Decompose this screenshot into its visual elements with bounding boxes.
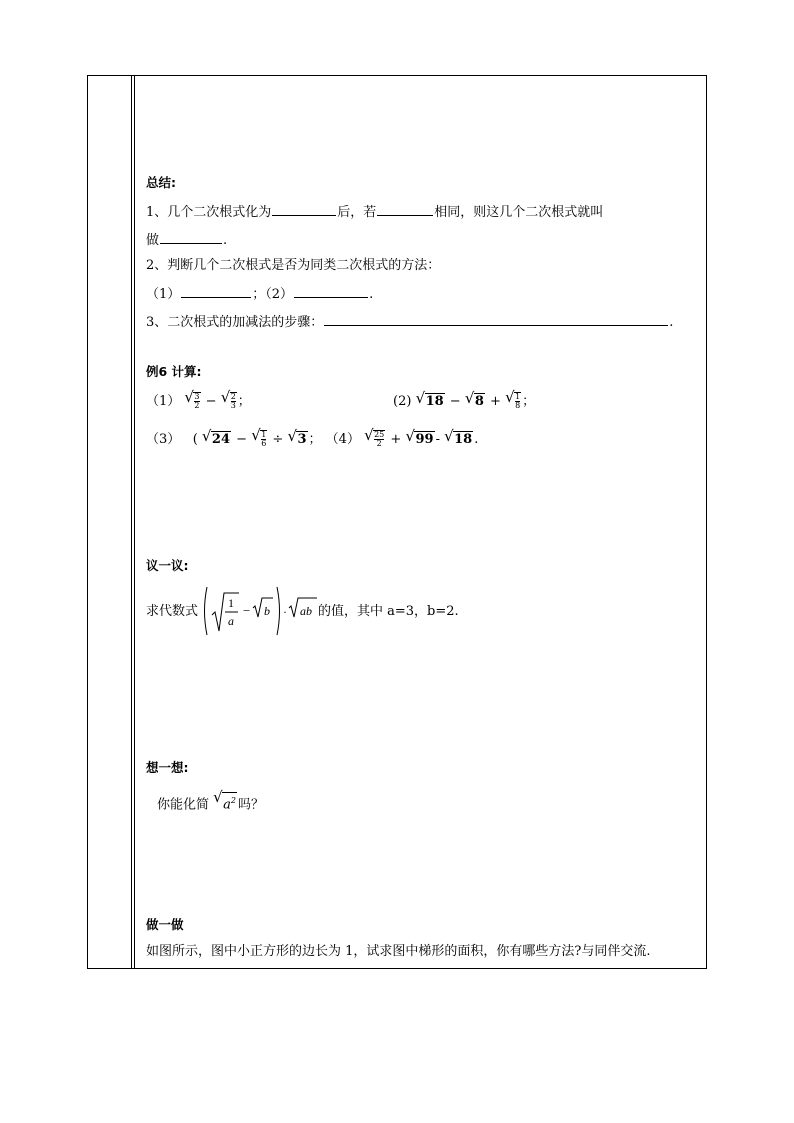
minus-sign: − (243, 603, 251, 618)
doit-heading: 做一做 (146, 917, 184, 932)
discuss-heading: 议一议: (146, 558, 189, 573)
sqrt-expression: √ 18 (416, 393, 445, 410)
sqrt-expression: √ $\frac{25}{2}$ (364, 430, 385, 448)
sqrt-expression: √ 8 (465, 393, 485, 410)
summary-heading: 总结: (146, 175, 176, 190)
fraction-numerator: 1 (228, 596, 234, 610)
fill-blank (294, 285, 368, 298)
discuss-prefix: 求代数式 (146, 604, 199, 619)
doit-text: 如图所示，图中小正方形的边长为 1，试求图中梯形的面积，你有哪些方法?与同伴交流. (146, 944, 651, 959)
sqrt-expression: √ $\frac{2}{3}$ (221, 392, 237, 410)
summary-item-1-cont: 做 . (146, 233, 228, 248)
problem-1: （1） √ $\frac{3}{2}$ − √ $\frac{2}{3}$ ； (146, 392, 251, 410)
fill-blank (272, 203, 336, 216)
sqrt-expression: √ $\frac{3}{2}$ (184, 392, 200, 410)
sqrt-expression: √ 3 (287, 431, 307, 448)
sqrt-expression: √ $\frac{1}{6}$ (251, 430, 267, 448)
variable-b: b (264, 604, 270, 618)
problem-3: （3） ( √ 24 − √ $\frac{1}{6}$ ÷ √ 3 ； （4） √ $\frac{25}{2}$ + √ 99 - √ 18 . (146, 430, 478, 448)
left-column (88, 76, 135, 968)
summary-item-1: 1、几个二次根式化为 后，若 相同，则这几个二次根式就叫 (146, 205, 604, 220)
fraction-denominator: a (228, 614, 234, 628)
sqrt-expression: √ $a^2$ (213, 792, 237, 813)
fill-blank (324, 313, 668, 326)
discuss-suffix: 的值，其中 a=3，b=2. (318, 604, 459, 619)
summary-item-3: 3、二次根式的加减法的步骤： . (146, 315, 674, 330)
example-heading: 例6 计算: (146, 364, 202, 379)
sqrt-expression: √ 99 (405, 431, 434, 448)
fill-blank (377, 203, 433, 216)
fill-blank (181, 285, 251, 298)
summary-item-2: 2、判断几个二次根式是否为同类二次根式的方法： (146, 258, 441, 273)
summary-item-2-parts: （1） ；（2） . (146, 287, 374, 302)
think-question: 你能化简 √ $a^2$ 吗？ (157, 792, 264, 813)
dot-operator: · (283, 605, 287, 619)
sqrt-expression: √ $\frac{1}{8}$ (505, 392, 521, 410)
fill-blank (160, 231, 222, 244)
sqrt-expression: √ 18 (444, 431, 473, 448)
think-heading: 想一想: (146, 760, 189, 775)
problem-2: (2) √ 18 − √ 8 + √ $\frac{1}{8}$ ； (393, 392, 535, 410)
sqrt-expression: √ 24 (202, 431, 231, 448)
variable-ab: ab (300, 604, 312, 618)
